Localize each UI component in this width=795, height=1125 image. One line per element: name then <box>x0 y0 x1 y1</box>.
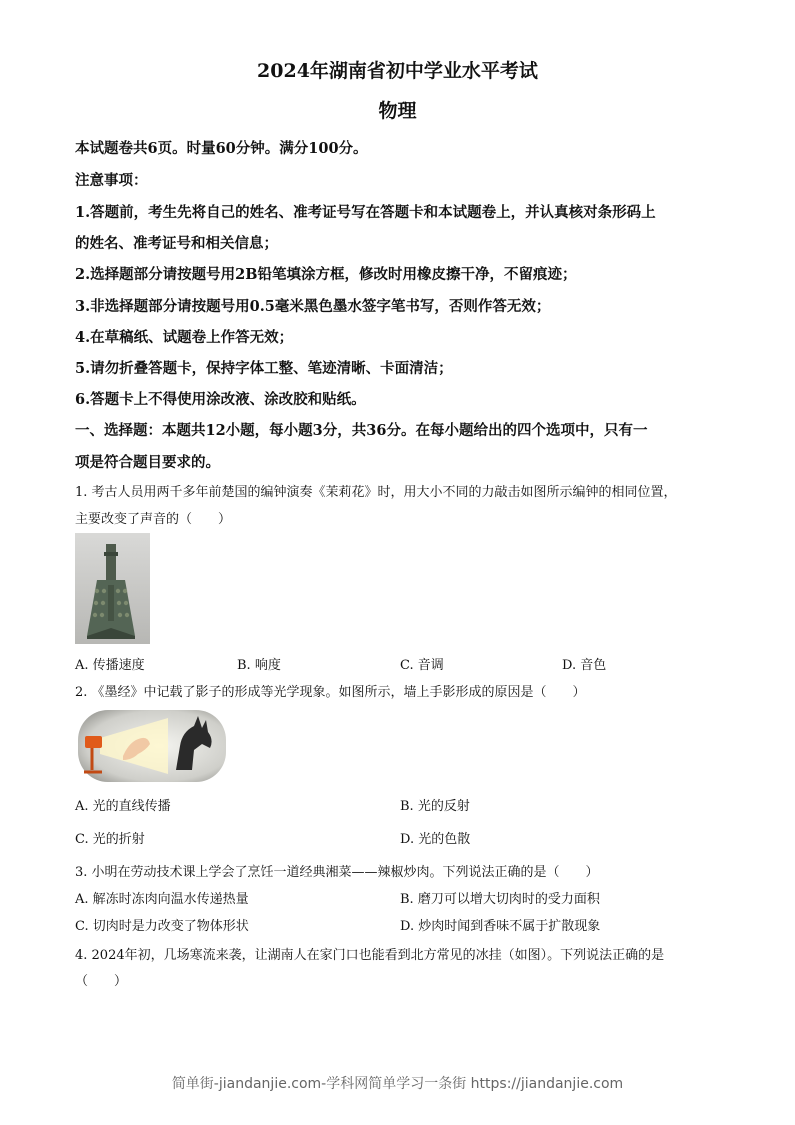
question-2-stem: 2. 《墨经》中记载了影子的形成等光学现象。如图所示，墙上手影形成的原因是（ ） <box>75 685 586 700</box>
hand-shadow-image <box>78 710 226 782</box>
section-heading-cont: 项是符合题目要求的。 <box>75 454 220 471</box>
question-1-option-c: C. 音调 <box>400 658 444 673</box>
notice-item: 5.请勿折叠答题卡，保持字体工整、笔迹清晰、卡面清洁； <box>75 360 453 377</box>
notice-item: 的姓名、准考证号和相关信息； <box>75 235 278 252</box>
notice-item: 4.在草稿纸、试题卷上作答无效； <box>75 329 294 346</box>
question-1-option-d: D. 音色 <box>562 658 607 673</box>
question-2-option-b: B. 光的反射 <box>400 799 470 814</box>
question-3-stem: 3. 小明在劳动技术课上学会了烹饪一道经典湘菜——辣椒炒肉。下列说法正确的是（ ） <box>75 865 599 880</box>
notice-item: 3.非选择题部分请按题号用0.5毫米黑色墨水签字笔书写，否则作答无效； <box>75 298 551 315</box>
notice-item: 1.答题前，考生先将自己的姓名、准考证号写在答题卡和本试题卷上，并认真核对条形码上 <box>75 204 656 221</box>
question-2-option-d: D. 光的色散 <box>400 832 471 847</box>
question-1-stem-cont: 主要改变了声音的（ ） <box>75 512 232 527</box>
question-1-stem: 1. 考古人员用两千多年前楚国的编钟演奏《茉莉花》时，用大小不同的力敲击如图所示编钟的相同位置， <box>75 485 677 500</box>
question-1-option-b: B. 响度 <box>237 658 281 673</box>
page-footer: 简单街-jiandanjie.com-学科网简单学习一条街 https://jiandanjie.com <box>171 1076 624 1092</box>
notice-title: 注意事项： <box>75 172 148 189</box>
question-3-option-d: D. 炒肉时闻到香味不属于扩散现象 <box>400 919 601 934</box>
question-1-option-a: A. 传播速度 <box>75 658 145 673</box>
section-heading: 一、选择题：本题共12小题，每小题3分，共36分。在每小题给出的四个选项中，只有一 <box>75 422 648 439</box>
question-4-stem-cont: （ ） <box>75 974 128 989</box>
notice-item: 2.选择题部分请按题号用2B铅笔填涂方框，修改时用橡皮擦干净，不留痕迹； <box>75 266 577 283</box>
question-3-option-c: C. 切肉时是力改变了物体形状 <box>75 919 249 934</box>
question-2-option-c: C. 光的折射 <box>75 832 145 847</box>
question-3-option-b: B. 磨刀可以增大切肉时的受力面积 <box>400 892 600 907</box>
notice-item: 6.答题卡上不得使用涂改液、涂改胶和贴纸。 <box>75 391 366 408</box>
question-2-option-a: A. 光的直线传播 <box>75 799 171 814</box>
exam-title: 2024年湖南省初中学业水平考试 <box>257 60 538 82</box>
question-4-stem: 4. 2024年初，几场寒流来袭，让湖南人在家门口也能看到北方常见的冰挂（如图）。下列说法正确的是 <box>75 948 665 963</box>
exam-info: 本试题卷共6页。时量60分钟。满分100分。 <box>75 140 368 157</box>
exam-subject: 物理 <box>378 100 417 122</box>
question-3-option-a: A. 解冻时冻肉向温水传递热量 <box>75 892 249 907</box>
bianzhong-bell-image <box>75 533 150 644</box>
